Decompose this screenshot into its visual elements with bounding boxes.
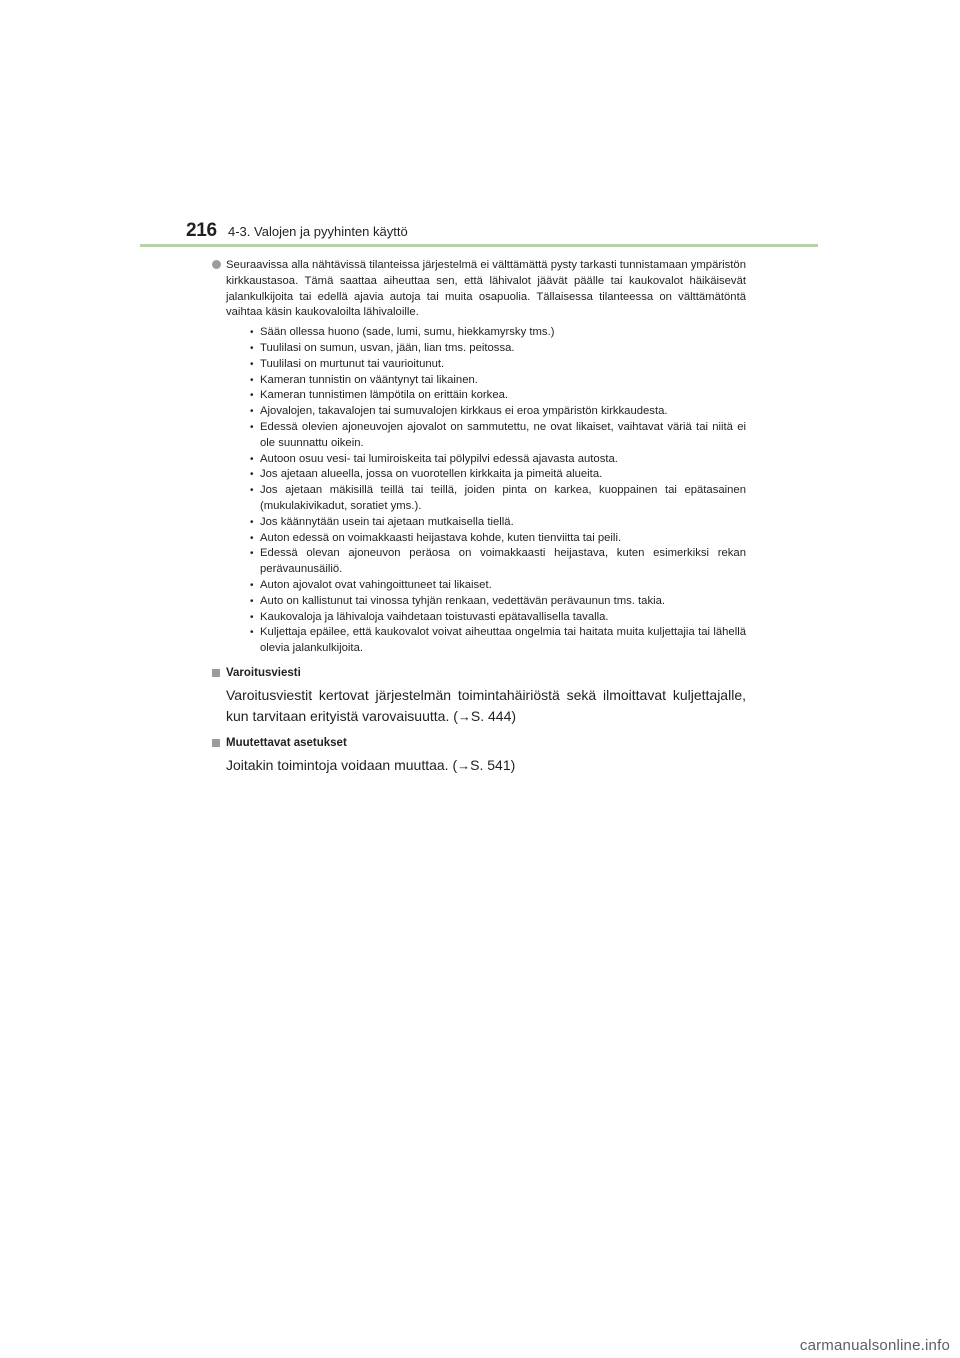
section-title: 4-3. Valojen ja pyyhinten käyttö [228,224,408,239]
watermark: carmanualsonline.info [799,1337,950,1354]
list-item: • Autoon osuu vesi- tai lumiroiskeita tai pölypilvi edessä ajavasta autosta. [250,452,746,468]
page-header [0,0,960,250]
list-item: • Jos ajetaan alueella, jossa on vuorotellen kirkkaita ja pimeitä alueita. [250,467,746,483]
list-item: • Sään ollessa huono (sade, lumi, sumu, hiekkamyrsky tms.) [250,325,746,341]
list-item: • Auton ajovalot ovat vahingoittuneet tai likaiset. [250,578,746,594]
conditions-list [226,325,746,657]
list-item: • Jos ajetaan mäkisillä teillä tai teillä, joiden pinta on karkea, kuoppainen tai epätasainen (mukulakivikadut, soratiet yms.). [250,483,746,515]
warning-heading: Varoitusviesti [226,666,301,679]
warning-section [212,665,746,727]
list-item: • Tuulilasi on murtunut tai vaurioitunut. [250,357,746,373]
list-item: • Jos käännytään usein tai ajetaan mutkaisella tiellä. [250,515,746,531]
list-item: • Auto on kallistunut tai vinossa tyhjän renkaan, vedettävän perävaunun tms. takia. [250,594,746,610]
settings-section [212,735,746,776]
settings-page-ref[interactable]: S. 541) [470,756,516,773]
list-item: • Kameran tunnistin on vääntynyt tai likainen. [250,373,746,389]
page-content [212,258,746,776]
gray-square-icon [212,669,220,677]
settings-body [226,755,746,776]
page-number: 216 [186,220,217,241]
list-item: • Kuljettaja epäilee, että kaukovalot voivat aiheuttaa ongelmia tai haitata muita kuljettajia tai lähellä olevia jalankulkijoita. [250,625,746,657]
warning-text: Varoitusviestit kertovat järjestelmän toimintahäiriöstä sekä ilmoittavat kuljettajalle, kun tarvitaan erityistä varovaisuutta. ( [226,686,746,724]
note-text: Seuraavissa alla nähtävissä tilanteissa järjestelmä ei välttämättä pysty tarkasti tunnistamaan ympäristön kirkkaustasoa. Tämä saattaa aiheuttaa sen, että lähivalot jäävät päälle tai kaukovalot häikäisevät jalankulkijoita tai edellä ajavia autoja tai muita osapuolia. Tällaisessa tilanteessa on välttämätöntä vaihtaa käsin kaukovaloilta lähivaloille. [226,259,746,319]
note-block [212,258,746,657]
header-divider [140,244,818,247]
list-item: • Kameran tunnistimen lämpötila on erittäin korkea. [250,388,746,404]
list-item: • Tuulilasi on sumun, usvan, jään, lian tms. peitossa. [250,341,746,357]
warning-body [226,685,746,727]
list-item: • Edessä olevien ajoneuvojen ajovalot on sammutettu, ne ovat likaiset, vaihtavat väriä tai niitä ei ole suunnattu oikein. [250,420,746,452]
list-item: • Edessä olevan ajoneuvon peräosa on voimakkaasti heijastava, kuten esimerkiksi rekan perävaunusäiliö. [250,546,746,578]
gray-circle-icon [212,260,221,269]
list-item: • Kaukovaloja ja lähivaloja vaihdetaan toistuvasti epätavallisella tavalla. [250,610,746,626]
gray-square-icon [212,739,220,747]
settings-text: Joitakin toimintoja voidaan muuttaa. ( [226,756,458,773]
settings-heading: Muutettavat asetukset [226,736,347,749]
list-item: • Auton edessä on voimakkaasti heijastava kohde, kuten tienviitta tai peili. [250,531,746,547]
arrow-right-icon: → [457,757,471,773]
arrow-right-icon: → [457,708,471,724]
list-item: • Ajovalojen, takavalojen tai sumuvalojen kirkkaus ei eroa ympäristön kirkkaudesta. [250,404,746,420]
warning-page-ref[interactable]: S. 444) [470,707,517,724]
